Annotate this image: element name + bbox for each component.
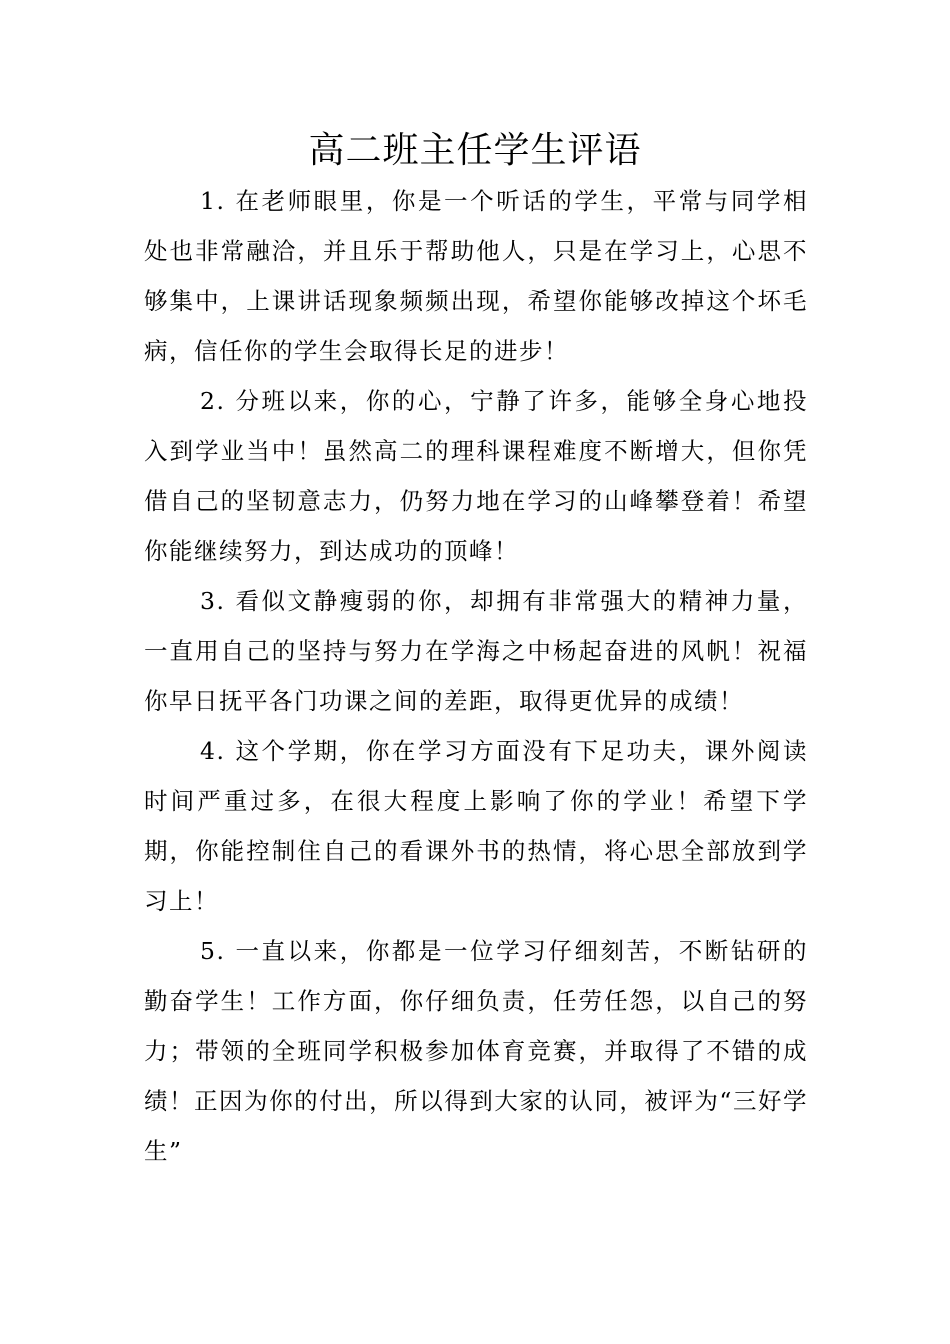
comment-paragraph-1: 1. 在老师眼里，你是一个听话的学生，平常与同学相处也非常融洽，并且乐于帮助他人，只是在学习上，心思不够集中，上课讲话现象频频出现，希望你能够改掉这个坏毛病，信任你的学生会取得长足的进步！	[144, 187, 808, 365]
comment-paragraph-3: 3. 看似文静瘦弱的你，却拥有非常强大的精神力量，一直用自己的坚持与努力在学海之中杨起奋进的风帆！祝福你早日抚平各门功课之间的差距，取得更优异的成绩！	[144, 587, 808, 715]
comment-paragraph-2: 2. 分班以来，你的心，宁静了许多，能够全身心地投入到学业当中！虽然高二的理科课程难度不断增大，但你凭借自己的坚韧意志力，仍努力地在学习的山峰攀登着！希望你能继续努力，到达成功的顶峰！	[144, 387, 808, 565]
comment-paragraph-4: 4. 这个学期，你在学习方面没有下足功夫，课外阅读时间严重过多，在很大程度上影响了你的学业！希望下学期，你能控制住自己的看课外书的热情，将心思全部放到学习上！	[144, 737, 808, 915]
document-body	[144, 176, 808, 1176]
comment-paragraph-5: 5. 一直以来，你都是一位学习仔细刻苦，不断钻研的勤奋学生！工作方面，你仔细负责，任劳任怨，以自己的努力；带领的全班同学积极参加体育竞赛，并取得了不错的成绩！正因为你的付出，所以得到大家的认同，被评为“三好学生”	[144, 937, 808, 1165]
document-title: 高二班主任学生评语	[308, 130, 642, 171]
